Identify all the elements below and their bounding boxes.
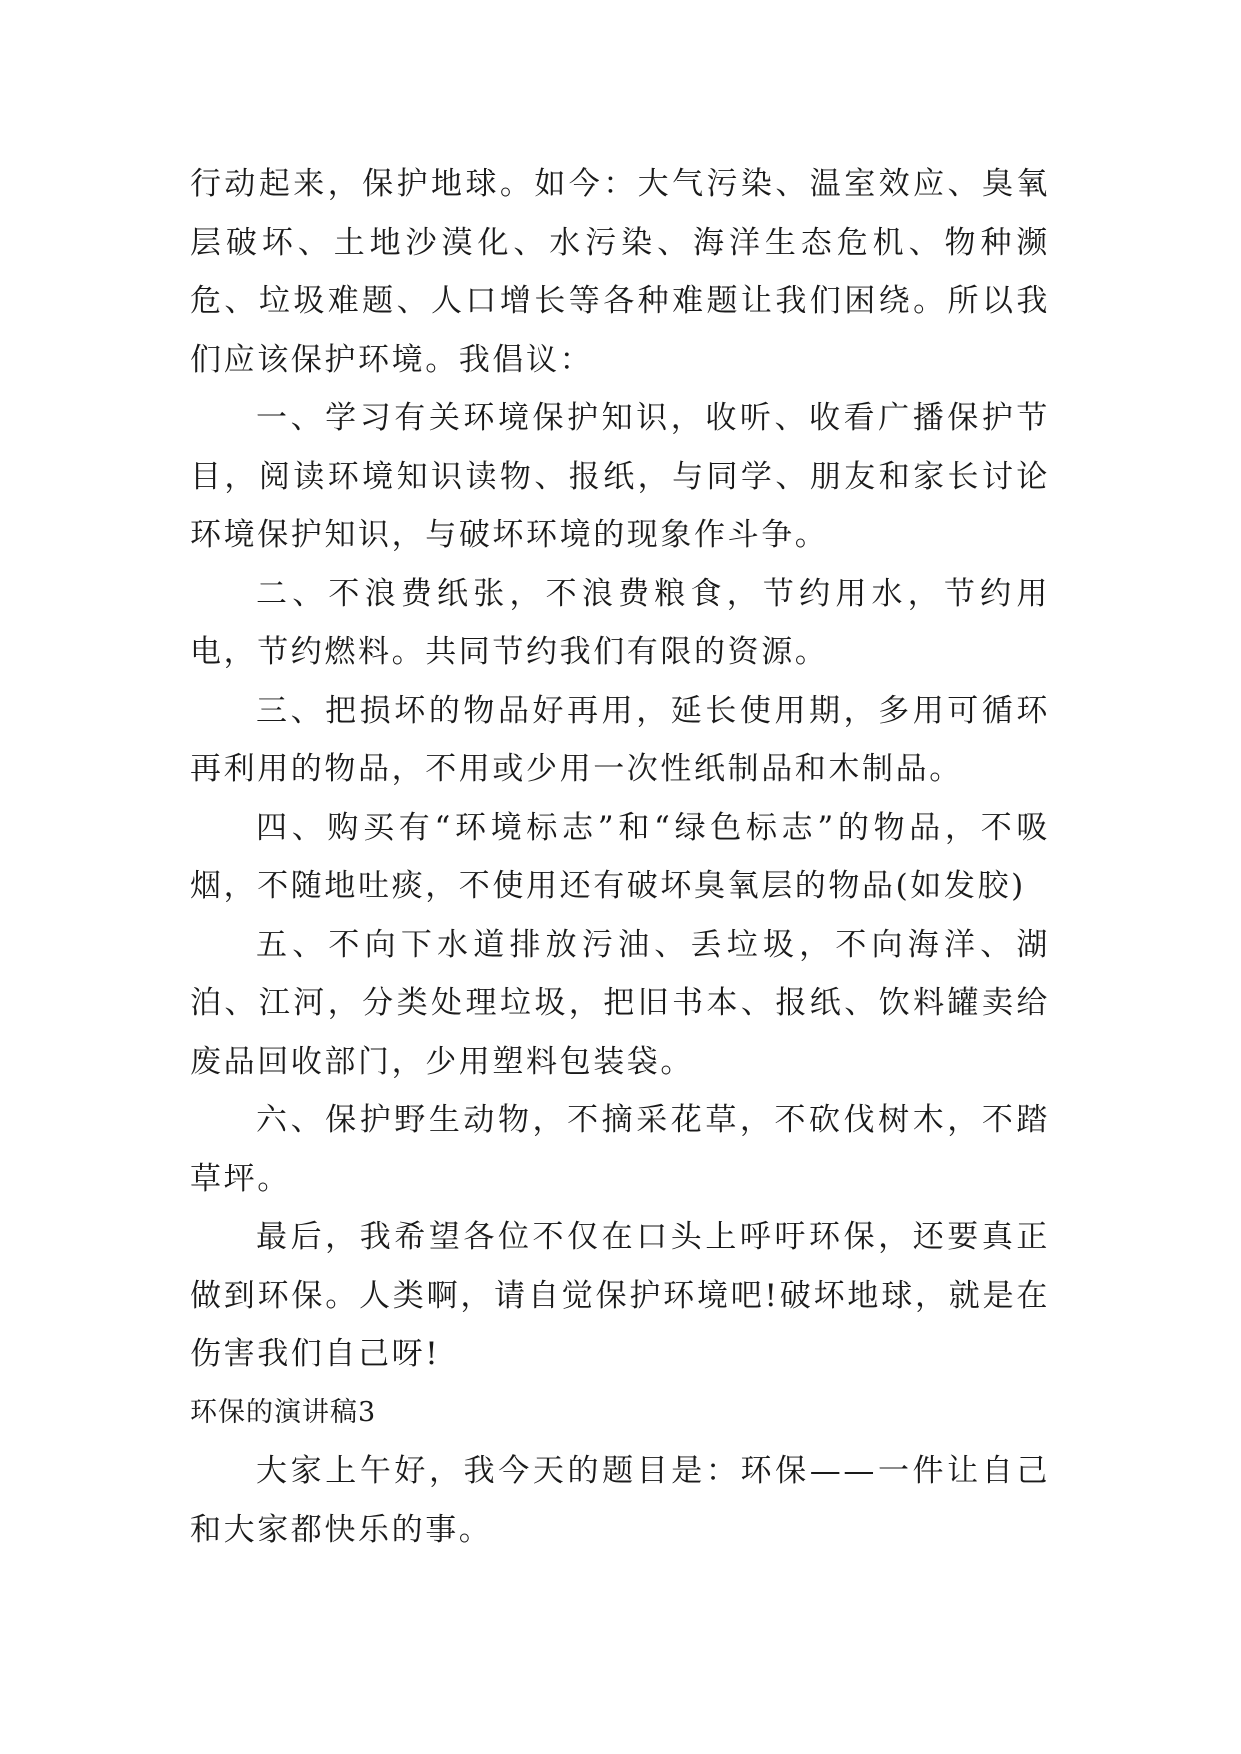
paragraph-closing: 最后，我希望各位不仅在口头上呼吁环保，还要真正做到环保。人类啊，请自觉保护环境吧!破坏地球，就是在伤害我们自己呀! [190,1219,1050,1372]
paragraph-point-1: 一、学习有关环境保护知识，收听、收看广播保护节目，阅读环境知识读物、报纸，与同学、朋友和家长讨论环境保护知识，与破坏环境的现象作斗争。 [190,400,1050,553]
paragraph-point-4: 四、购买有“环境标志”和“绿色标志”的物品，不吸烟，不随地吐痰，不使用还有破坏臭氧层的物品(如发胶) [190,809,1050,904]
paragraph-point-6: 六、保护野生动物，不摘采花草，不砍伐树木，不踏草坪。 [190,1102,1050,1197]
paragraph-point-3: 三、把损坏的物品好再用，延长使用期，多用可循环再利用的物品，不用或少用一次性纸制品和木制品。 [190,692,1050,787]
paragraph-speech3-opening: 大家上午好，我今天的题目是：环保——一件让自己和大家都快乐的事。 [190,1453,1050,1548]
paragraph-point-5: 五、不向下水道排放污油、丢垃圾，不向海洋、湖泊、江河，分类处理垃圾，把旧书本、报纸、饮料罐卖给废品回收部门，少用塑料包装袋。 [190,926,1050,1080]
paragraph-intro-continued: 行动起来，保护地球。如今：大气污染、温室效应、臭氧层破坏、土地沙漠化、水污染、海洋生态危机、物种濒危、垃圾难题、人口增长等各种难题让我们困绕。所以我们应该保护环境。我倡议： [190,166,1050,378]
document-body [190,155,1050,1559]
section-title: 环保的演讲稿3 [190,1396,377,1428]
paragraph-point-2: 二、不浪费纸张，不浪费粮食，节约用水，节约用电，节约燃料。共同节约我们有限的资源。 [190,575,1050,670]
